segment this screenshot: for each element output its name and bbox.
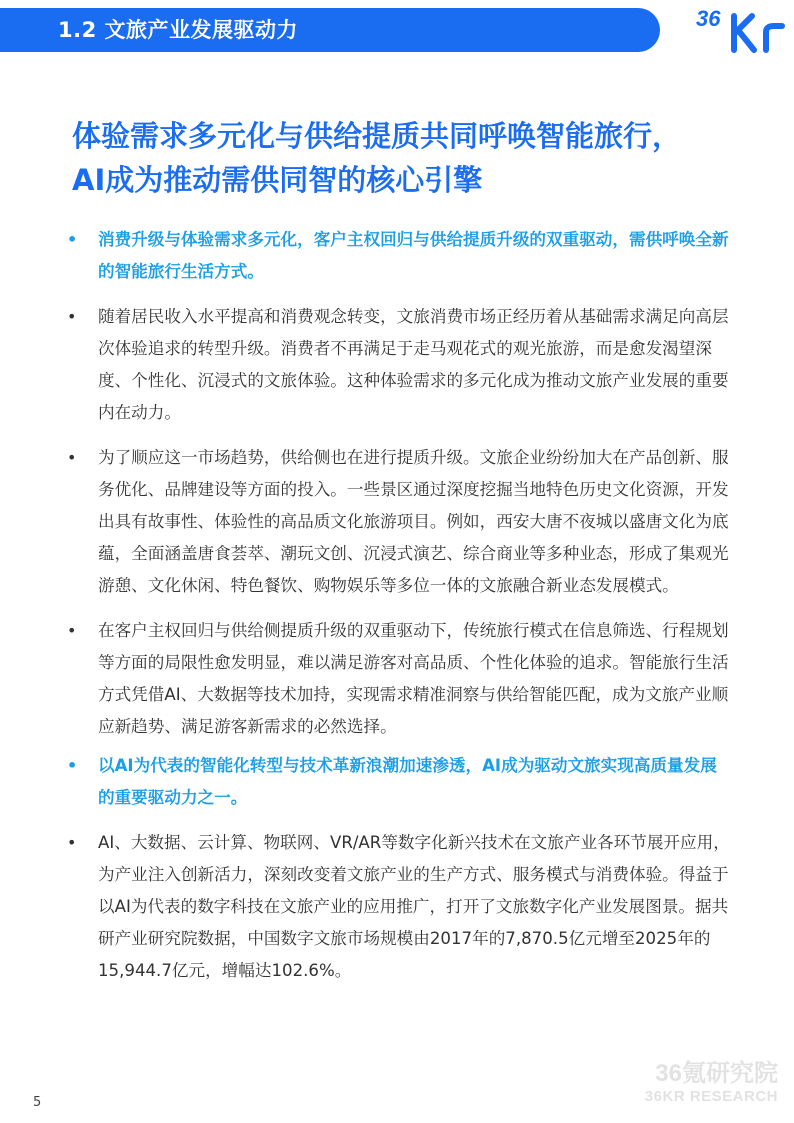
bullet-dot: • bbox=[67, 833, 77, 852]
bullet-dot: • bbox=[67, 621, 77, 640]
bullet-item-supply-upgrade bbox=[64, 442, 732, 602]
page-number: 5 bbox=[33, 1095, 42, 1110]
bullet-text: 消费升级与体验需求多元化，客户主权回归与供给提质升级的双重驱动，需供呼唤全新的智能旅行生活方式。 bbox=[98, 230, 729, 281]
bullet-text: 以AI为代表的智能化转型与技术革新浪潮加速渗透，AI成为驱动文旅实现高质量发展的重要驱动力之一。 bbox=[98, 756, 717, 807]
bullet-dot: • bbox=[67, 307, 77, 326]
bullet-text: AI、大数据、云计算、物联网、VR/AR等数字化新兴技术在文旅产业各环节展开应用，为产业注入创新活力，深刻改变着文旅产业的生产方式、服务模式与消费体验。得益于以AI为代表的数字科技在文旅产业的应用推广，打开了文旅数字化产业发展图景。据共研产业研究院数据，中国数字文旅市场规模由2017年的7,870.5亿元增至2025年的15,944.7亿元，增幅达102.6%。 bbox=[98, 833, 730, 980]
page-title-line-2: AI成为推动需供同智的核心引擎 bbox=[72, 163, 483, 197]
bullet-item-dual-drive bbox=[64, 615, 732, 743]
bullet-item-highlight-2 bbox=[64, 750, 732, 814]
bullet-dot: • bbox=[67, 448, 77, 467]
bullet-list bbox=[64, 224, 732, 987]
36kr-logo bbox=[694, 2, 794, 54]
bullet-dot: • bbox=[67, 756, 78, 775]
bullet-text: 为了顺应这一市场趋势，供给侧也在进行提质升级。文旅企业纷纷加大在产品创新、服务优化、品牌建设等方面的投入。一些景区通过深度挖掘当地特色历史文化资源，开发出具有故事性、体验性的高品质文化旅游项目。例如，西安大唐不夜城以盛唐文化为底蕴，全面涵盖唐食荟萃、潮玩文创、沉浸式演艺、综合商业等多种业态，形成了集观光游憩、文化休闲、特色餐饮、购物娱乐等多位一体的文旅融合新业态发展模式。 bbox=[98, 448, 729, 595]
bullet-item-highlight-1 bbox=[64, 224, 732, 288]
bullet-text: 随着居民收入水平提高和消费观念转变，文旅消费市场正经历着从基础需求满足向高层次体验追求的转型升级。消费者不再满足于走马观花式的观光旅游，而是愈发渴望深度、个性化、沉浸式的文旅体验。这种体验需求的多元化成为推动文旅产业发展的重要内在动力。 bbox=[98, 307, 729, 422]
watermark-line-2: 36KR RESEARCH bbox=[644, 1088, 778, 1105]
watermark-line-1: 36氪研究院 bbox=[655, 1060, 778, 1087]
bullet-item-digital-tech bbox=[64, 827, 732, 987]
bullet-item-income-growth bbox=[64, 301, 732, 429]
research-watermark bbox=[632, 1060, 778, 1106]
section-title: 1.2 文旅产业发展驱动力 bbox=[58, 18, 299, 42]
bullet-dot: • bbox=[67, 230, 78, 249]
page-title bbox=[72, 114, 762, 202]
svg-text:36: 36 bbox=[696, 6, 721, 31]
page-title-line-1: 体验需求多元化与供给提质共同呼唤智能旅行， bbox=[72, 119, 682, 153]
bullet-text: 在客户主权回归与供给侧提质升级的双重驱动下，传统旅行模式在信息筛选、行程规划等方面的局限性愈发明显，难以满足游客对高品质、个性化体验的追求。智能旅行生活方式凭借AI、大数据等技术加持，实现需求精准洞察与供给智能匹配，成为文旅产业顺应新趋势、满足游客新需求的必然选择。 bbox=[98, 621, 729, 736]
